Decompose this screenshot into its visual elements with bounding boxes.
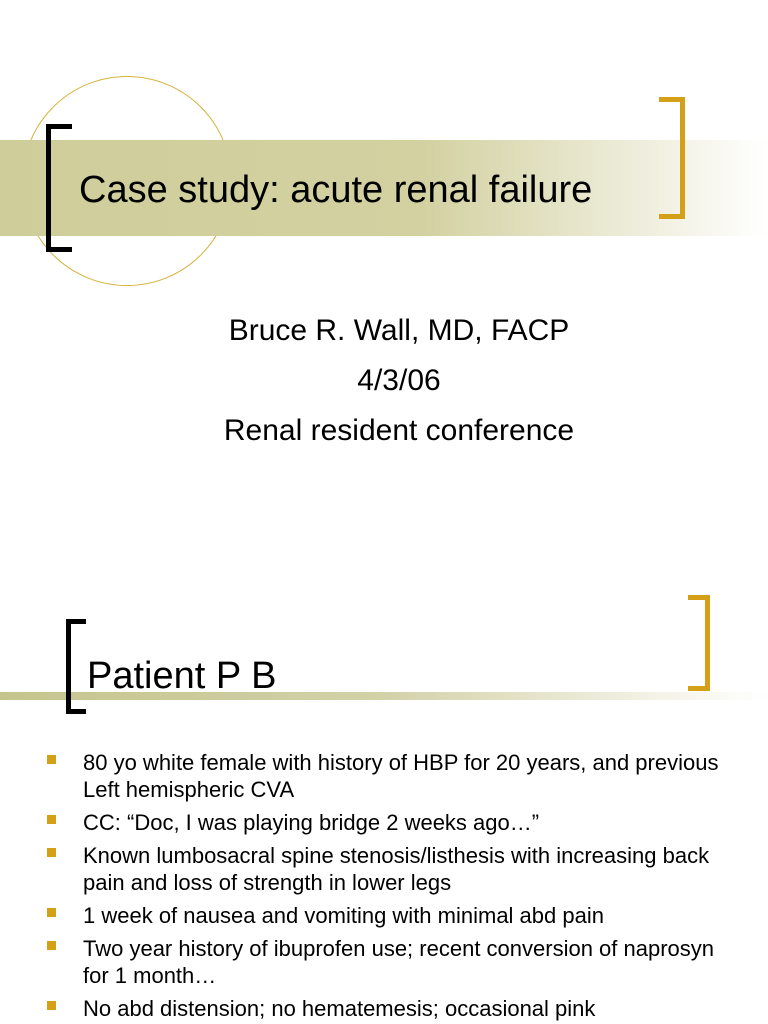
left-bracket-icon bbox=[66, 619, 86, 714]
square-bullet-icon bbox=[47, 848, 56, 857]
bullet-text: 80 yo white female with history of HBP for 20 years, and previous Left hemispheric CVA bbox=[83, 750, 719, 802]
square-bullet-icon bbox=[47, 755, 56, 764]
bullet-item bbox=[0, 809, 768, 836]
left-bracket-icon bbox=[46, 124, 72, 252]
bullet-item bbox=[0, 842, 768, 896]
bullet-text: CC: “Doc, I was playing bridge 2 weeks ago…” bbox=[83, 810, 540, 835]
square-bullet-icon bbox=[47, 815, 56, 824]
bullet-list bbox=[0, 749, 768, 1024]
slide-title: Case study: acute renal failure bbox=[79, 169, 593, 211]
bullet-text: 1 week of nausea and vomiting with minimal abd pain bbox=[83, 903, 604, 928]
bullet-text: Known lumbosacral spine stenosis/listhesis with increasing back pain and loss of strength in lower legs bbox=[83, 843, 710, 895]
square-bullet-icon bbox=[47, 941, 56, 950]
bullet-text: Two year history of ibuprofen use; recent conversion of naprosyn for 1 month… bbox=[83, 936, 715, 988]
bullet-item bbox=[0, 749, 768, 803]
presentation-date: 4/3/06 bbox=[357, 364, 441, 397]
conference-name: Renal resident conference bbox=[223, 414, 575, 447]
right-bracket-icon bbox=[659, 97, 685, 219]
square-bullet-icon bbox=[47, 1001, 56, 1010]
bullet-item bbox=[0, 902, 768, 929]
bullet-item bbox=[0, 995, 768, 1022]
content-slide bbox=[0, 512, 768, 1024]
slide-title: Patient P B bbox=[87, 655, 277, 697]
square-bullet-icon bbox=[47, 908, 56, 917]
subtitle-block bbox=[0, 306, 768, 456]
right-bracket-icon bbox=[688, 595, 710, 691]
presenter-name: Bruce R. Wall, MD, FACP bbox=[228, 314, 570, 347]
bullet-text: No abd distension; no hematemesis; occasional pink bbox=[83, 996, 596, 1021]
bullet-item bbox=[0, 935, 768, 989]
